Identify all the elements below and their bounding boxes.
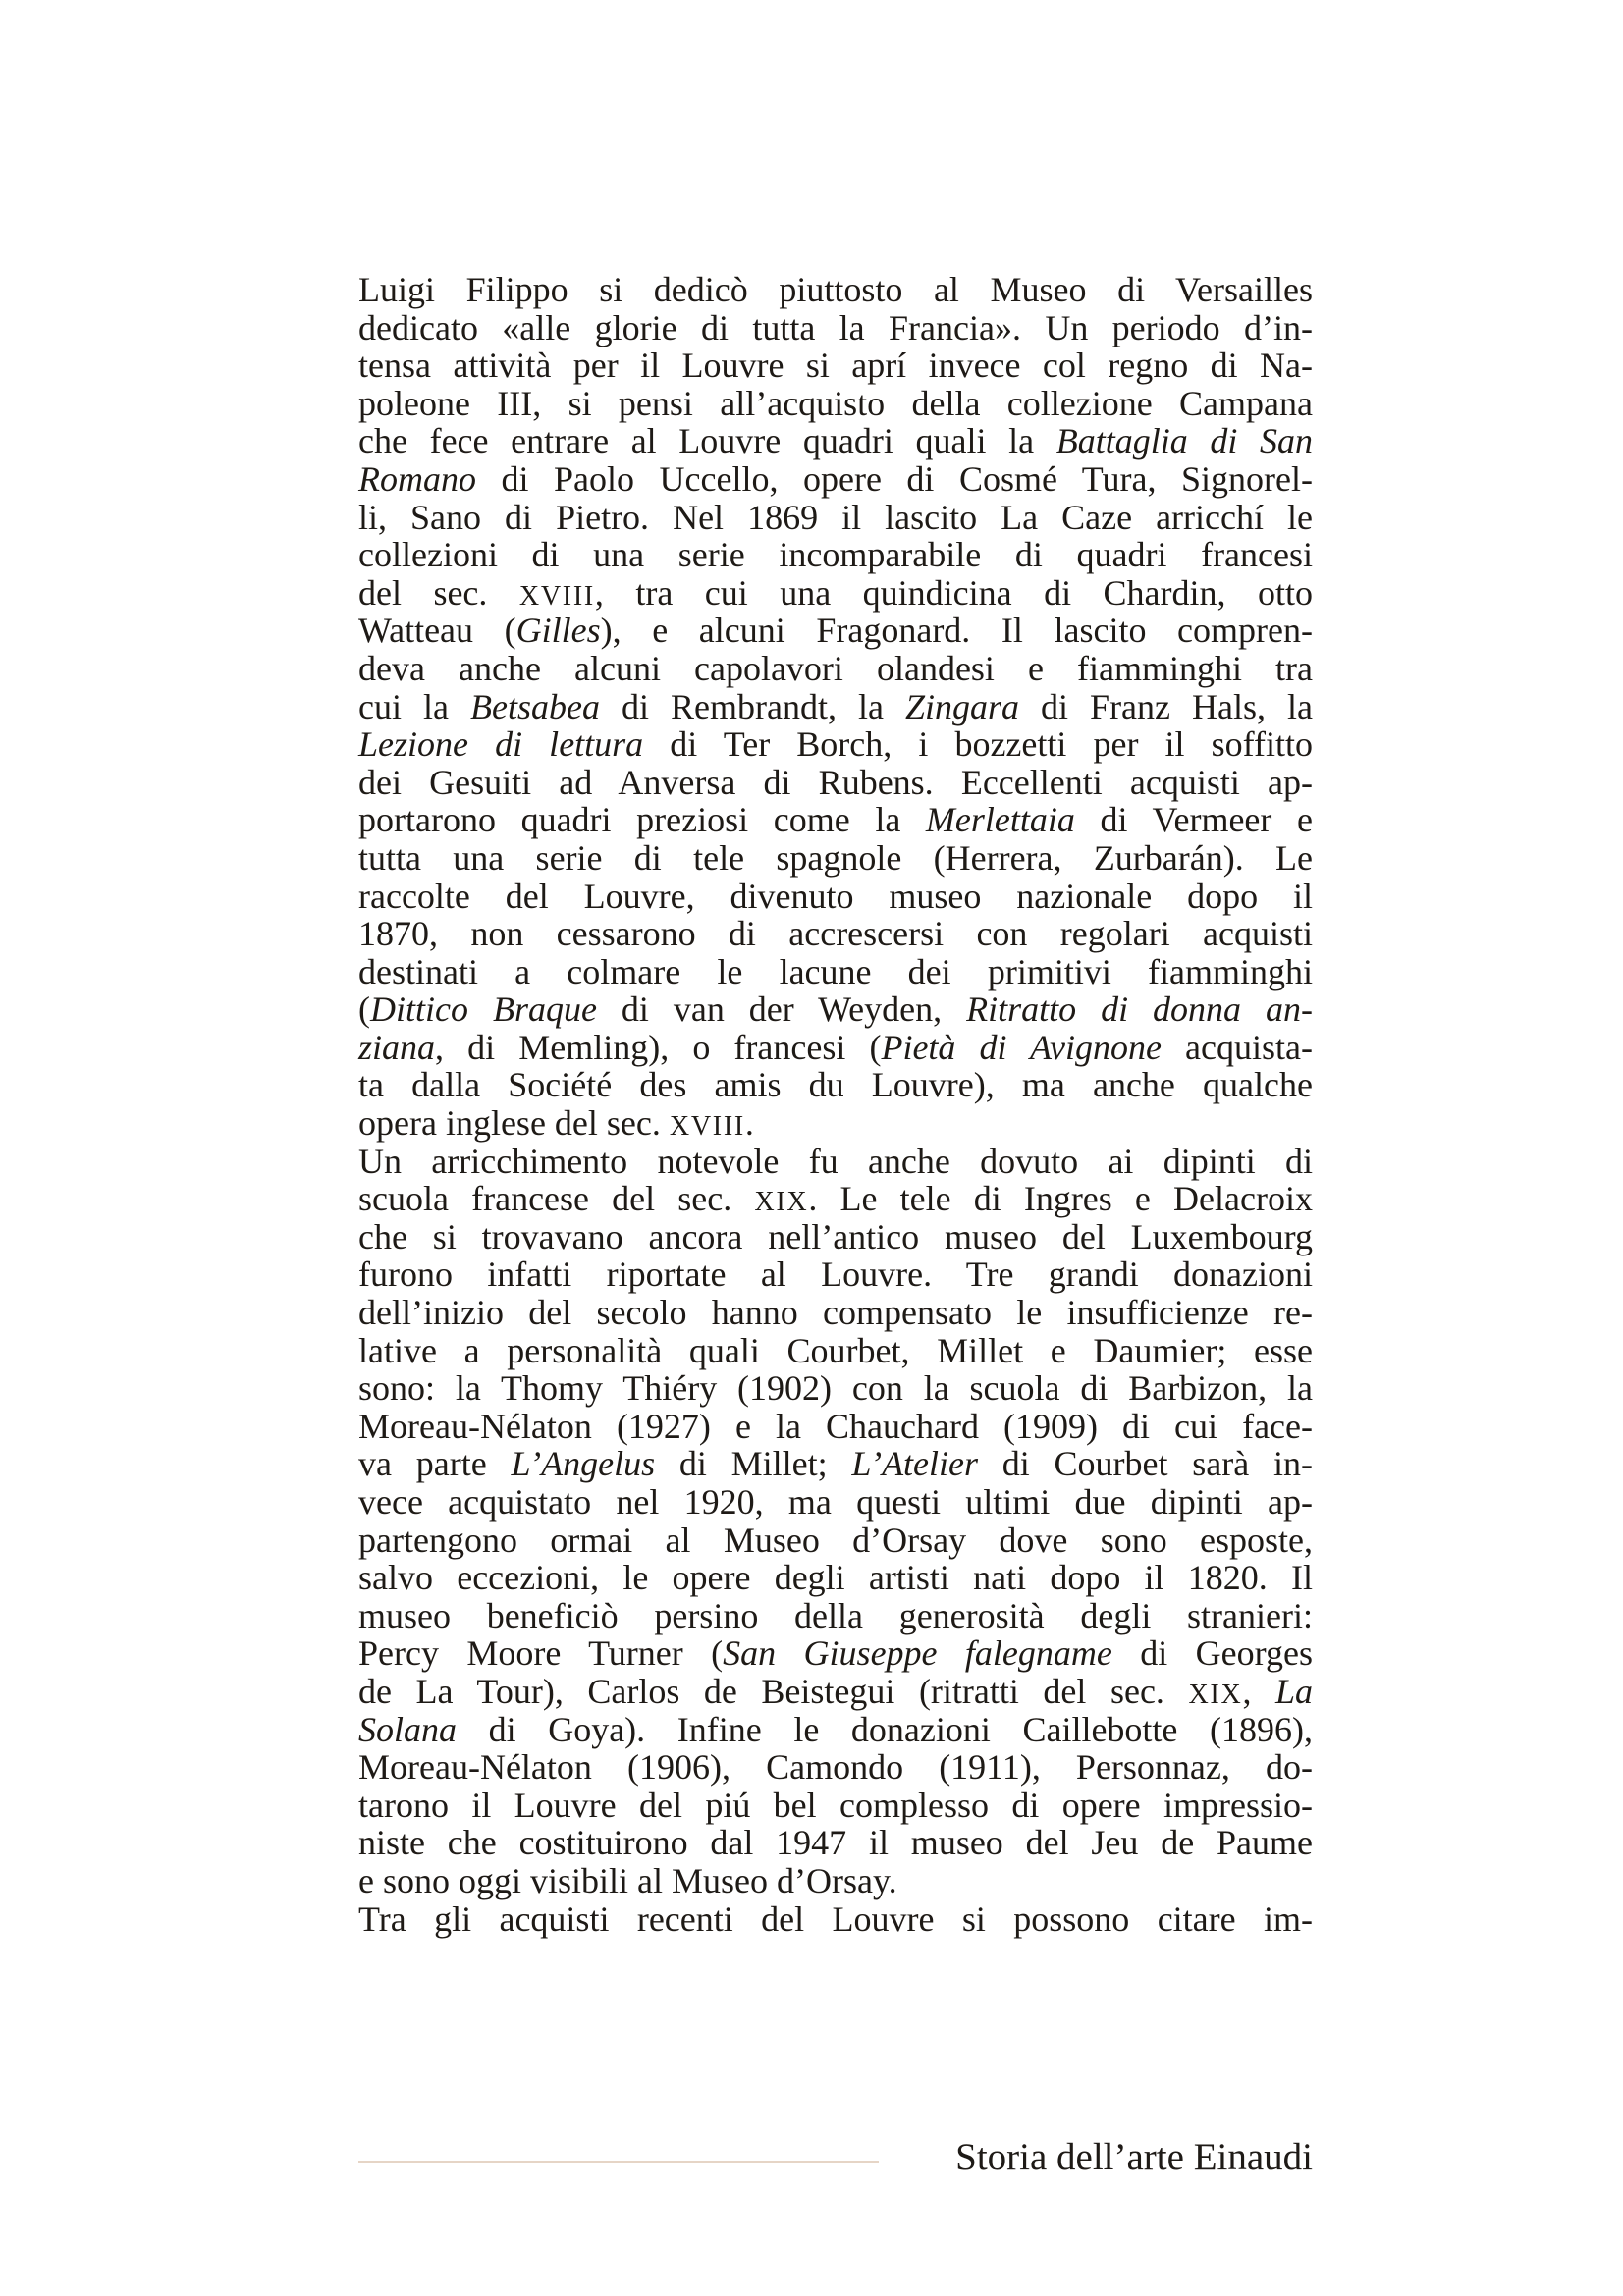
text-line [358,1143,1313,1181]
text-segment: collezioni di una serie incomparabile di quadri francesi [358,535,1313,575]
text-line [358,1408,1313,1446]
text-line [358,764,1313,802]
text-segment: Tra gli acquisti recenti del Louvre si possono citare im- [358,1898,1313,1939]
text-segment: dei Gesuiti ad Anversa di Rubens. Eccellenti acquisti ap- [358,762,1313,802]
text-segment: sono: la Thomy Thiéry (1902) con la scuola di Barbizon, la [358,1368,1313,1409]
text-segment: che fece entrare al Louvre quadri quali la [358,421,1056,461]
text-segment: opera inglese del sec. [358,1103,670,1144]
text-segment: di Ter Borch, i bozzetti per il soffitto [643,724,1313,765]
text-segment: , [1242,1671,1275,1711]
text-line [358,347,1313,385]
text-line [358,422,1313,460]
text-line [358,839,1313,878]
text-line [358,536,1313,574]
text-segment: Percy Moore Turner ( [358,1633,724,1674]
italic-text: Betsabea [470,686,600,726]
text-line [358,1369,1313,1408]
text-segment: di Vermeer e [1074,800,1313,840]
text-segment: acquista- [1161,1027,1313,1067]
text-line [358,271,1313,309]
text-line [358,1104,1313,1143]
text-line [358,460,1313,499]
italic-text: Ritratto di donna an- [966,989,1313,1030]
text-line [358,953,1313,991]
italic-text: Pietà di Avignone [881,1027,1162,1067]
italic-text: La [1274,1671,1314,1711]
text-line [358,1824,1313,1862]
text-segment: raccolte del Louvre, divenuto museo nazionale dopo il [358,876,1313,916]
text-segment: del sec. [358,572,519,613]
italic-text: Lezione di lettura [358,724,644,765]
text-segment: di Goya). Infine le donazioni Caillebotte (1896), [457,1709,1313,1749]
text-line [358,801,1313,839]
text-segment: va parte [358,1444,512,1484]
text-line [358,915,1313,953]
text-line [358,1066,1313,1104]
text-segment: dell’inizio del secolo hanno compensato le insufficienze re- [358,1293,1313,1333]
text-line [358,1787,1313,1825]
text-line [358,1218,1313,1256]
text-line [358,1634,1313,1673]
text-segment: di Georges [1111,1633,1313,1674]
text-segment: Moreau-Nélaton (1906), Camondo (1911), Personnaz, do- [358,1747,1313,1788]
text-segment: Moreau-Nélaton (1927) e la Chauchard (1909) di cui face- [358,1406,1313,1446]
text-line [358,1180,1313,1218]
text-line [358,1483,1313,1522]
body-text [358,271,1313,1938]
text-line [358,612,1313,650]
text-line [358,688,1313,726]
text-line [358,1522,1313,1560]
text-segment: 1870, non cessarono di accrescersi con regolari acquisti [358,914,1313,954]
text-segment: de La Tour), Carlos de Beistegui (ritratti del sec. [358,1671,1189,1711]
text-segment: di Courbet sarà in- [978,1444,1313,1484]
text-segment: salvo eccezioni, le opere degli artisti nati dopo il 1820. Il [358,1558,1313,1598]
text-segment: ta dalla Société des amis du Louvre), ma anche qualche [358,1065,1313,1105]
text-segment: ), e alcuni Fragonard. Il lascito compren- [600,611,1313,651]
text-segment: li, Sano di Pietro. Nel 1869 il lascito La Caze arricchí le [358,497,1313,537]
text-line [358,1748,1313,1787]
text-segment: cui la [358,686,470,726]
italic-text: San Giuseppe falegname [723,1633,1112,1674]
text-line [358,574,1313,613]
small-caps-text: XVIII [518,580,595,612]
text-segment: portarono quadri preziosi come la [358,800,926,840]
italic-text: Zingara [904,686,1020,726]
text-line [358,1332,1313,1370]
text-segment: deva anche alcuni capolavori olandesi e fiamminghi tra [358,648,1313,688]
text-line [358,1597,1313,1635]
italic-text: Romano [358,458,476,499]
text-segment: e sono oggi visibili al Museo d’Orsay. [358,1860,897,1900]
text-segment: poleone III, si pensi all’acquisto della collezione Campana [358,383,1313,423]
text-segment: dedicato «alle glorie di tutta la Francia». Un periodo d’in- [358,307,1313,347]
italic-text: Merlettaia [925,800,1075,840]
text-segment: furono infatti riportate al Louvre. Tre grandi donazioni [358,1255,1313,1295]
text-segment: di Franz Hals, la [1019,686,1314,726]
text-line [358,725,1313,764]
text-segment: Luigi Filippo si dedicò piuttosto al Museo di Versailles [358,270,1313,309]
text-line [358,1294,1313,1332]
text-segment: , di Memling), o francesi ( [435,1027,882,1067]
italic-text: Solana [358,1709,458,1749]
text-line [358,1559,1313,1597]
text-line [358,1711,1313,1749]
text-segment: di Millet; [655,1444,852,1484]
italic-text: L’Angelus [511,1444,656,1484]
text-line [358,1029,1313,1067]
italic-text: Gilles [515,611,601,651]
text-segment: tarono il Louvre del piú bel complesso di opere impressio- [358,1785,1313,1825]
text-segment: tensa attività per il Louvre si aprí invece col regno di Na- [358,346,1313,386]
text-line [358,990,1313,1029]
text-segment: di Paolo Uccello, opere di Cosmé Tura, Signorel- [476,458,1313,499]
text-segment: di van der Weyden, [596,989,967,1030]
text-line [358,1255,1313,1294]
text-segment: Watteau ( [358,611,516,651]
text-segment: che si trovavano ancora nell’antico museo del Luxembourg [358,1216,1313,1256]
footer-title: Storia dell’arte Einaudi [955,2136,1313,2178]
text-segment: . Le tele di Ingres e Delacroix [808,1179,1313,1219]
italic-text: Battaglia di San [1055,421,1313,461]
text-line [358,1445,1313,1483]
text-segment: di Rembrandt, la [599,686,905,726]
text-segment: destinati a colmare le lacune dei primitivi fiamminghi [358,951,1313,991]
text-segment: museo beneficiò persino della generosità degli stranieri: [358,1595,1313,1635]
text-segment: scuola francese del sec. [358,1179,755,1219]
text-segment: Un arricchimento notevole fu anche dovuto ai dipinti di [358,1141,1313,1181]
small-caps-text: XIX [754,1187,809,1218]
text-segment: tutta una serie di tele spagnole (Herrera, Zurbarán). Le [358,837,1313,878]
text-segment: partengono ormai al Museo d’Orsay dove sono esposte, [358,1520,1313,1560]
text-segment: niste che costituirono dal 1947 il museo del Jeu de Paume [358,1823,1313,1863]
text-line [358,309,1313,347]
small-caps-text: XVIII [669,1111,745,1143]
italic-text: L’Atelier [851,1444,979,1484]
text-segment: , tra cui una quindicina di Chardin, otto [594,572,1313,613]
italic-text: ziana [358,1027,436,1067]
small-caps-text: XIX [1188,1679,1243,1710]
text-line [358,1900,1313,1939]
text-line [358,385,1313,423]
text-line [358,1862,1313,1900]
text-line [358,1673,1313,1711]
italic-text: Dittico Braque [370,989,597,1030]
text-segment: lative a personalità quali Courbet, Millet e Daumier; esse [358,1330,1313,1370]
text-line [358,650,1313,688]
text-segment: vece acquistato nel 1920, ma questi ultimi due dipinti ap- [358,1482,1313,1522]
text-line [358,499,1313,537]
footer-rule [358,2161,879,2163]
text-segment: ( [358,989,370,1030]
text-line [358,878,1313,916]
text-segment: . [744,1103,754,1144]
